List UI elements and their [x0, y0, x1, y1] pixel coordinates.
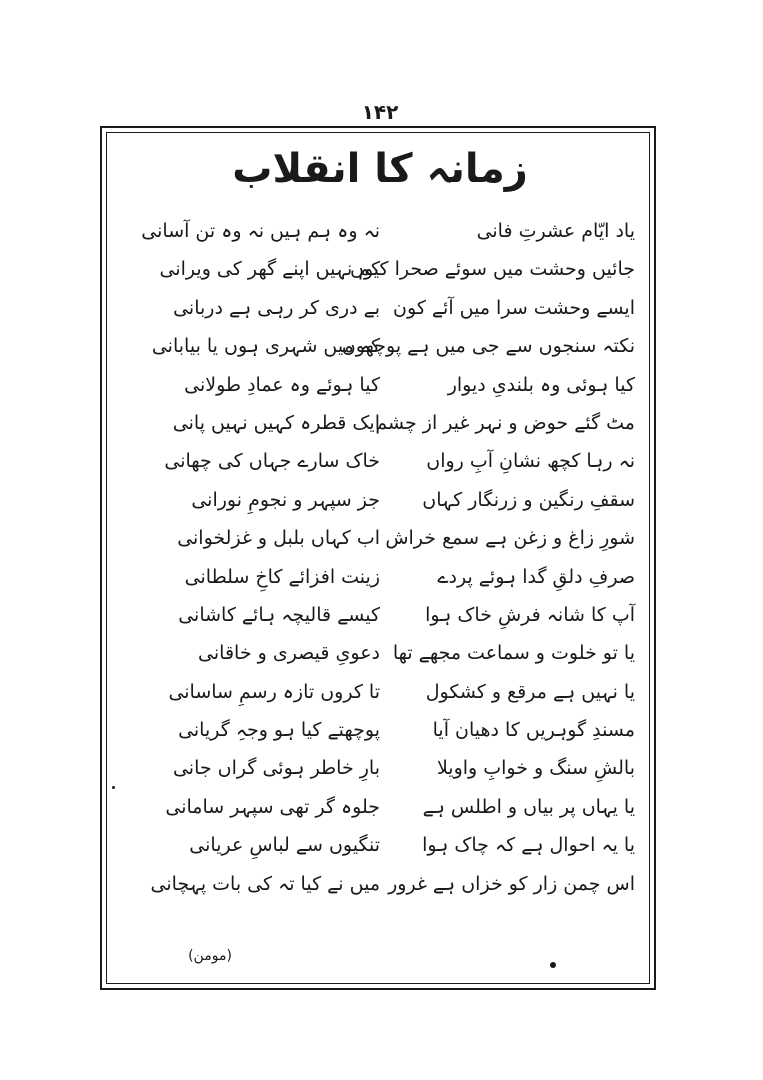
- poem-line: ایسے وحشت سرا میں آئے کون: [393, 296, 635, 319]
- poem-line: نہ وہ ہم ہیں نہ وہ تن آسانی: [141, 220, 380, 242]
- poem-line: تا کروں تازہ رسمِ ساسانی: [168, 680, 380, 703]
- poem-line: صرفِ دلقِ گدا ہوئے پردے: [437, 565, 635, 588]
- poem-line: میں نے کیا تہ کی بات پہچانی: [150, 872, 380, 895]
- poem-line: آپ کا شانہ فرشِ خاک ہوا: [425, 603, 635, 626]
- right-column: [341, 212, 635, 903]
- poem-line: بارِ خاطر ہوئی گراں جانی: [172, 757, 380, 780]
- author-attribution: (مومن): [188, 948, 232, 964]
- poem-line: مسندِ گوہریں کا دھیان آیا: [432, 719, 635, 742]
- poem-line: یا تو خلوت و سماعت مجھے تھا: [392, 642, 635, 665]
- poem-line: مٹ گئے حوض و نہر غیر از چشم: [375, 411, 635, 434]
- poem-line: یا یہ احوال ہے کہ چاک ہوا: [422, 834, 635, 857]
- poem-line: پوچھتے کیا ہو وجہِ گریانی: [178, 719, 380, 742]
- poem-title: زمانہ کا انقلاب: [232, 146, 528, 192]
- left-column: [140, 212, 380, 903]
- page-number: ۱۴۲: [361, 100, 399, 124]
- print-mark: [550, 962, 556, 968]
- poem-line: جلوہ گر تھی سپہر سامانی: [165, 795, 380, 818]
- poem-line: کہ میں شہری ہوں یا بیابانی: [151, 335, 380, 358]
- poem-line: سقفِ رنگین و زرنگار کہاں: [422, 488, 635, 511]
- poem-line: ایک قطرہ کہیں نہیں پانی: [172, 411, 380, 434]
- poem-line: خاک سارے جہاں کی چھانی: [164, 450, 380, 473]
- poem-line: یاد ایّام عشرتِ فانی: [476, 220, 635, 242]
- poem-line: بالشِ سنگ و خوابِ واویلا: [436, 757, 635, 780]
- poem-line: کیسے قالیچہ ہائے کاشانی: [178, 603, 380, 626]
- poem-line: بے دری کر رہی ہے دربانی: [173, 296, 380, 319]
- poem-line: جائیں وحشت میں سوئے صحرا کیوں: [350, 258, 635, 281]
- poem-line: دعویِ قیصری و خاقانی: [198, 642, 380, 665]
- poem-line: کم نہیں اپنے گھر کی ویرانی: [159, 258, 380, 281]
- poem-line: یا یہاں پر بیاں و اطلس ہے: [422, 795, 635, 818]
- poem-line: جز سپہر و نجومِ نورانی: [191, 488, 380, 511]
- poem-line: نکتہ سنجوں سے جی میں ہے پوچھوں: [341, 335, 635, 358]
- poem-line: اس چمن زار کو خزاں ہے غرور: [388, 872, 635, 895]
- poem-line: تنگیوں سے لباسِ عریانی: [189, 834, 380, 857]
- poem-line: اب کہاں بلبل و غزلخوانی: [177, 527, 380, 550]
- poem-line: کیا ہوئے وہ عمادِ طولانی: [184, 373, 380, 396]
- poem-line: نہ رہا کچھ نشانِ آبِ رواں: [426, 450, 635, 473]
- poem-line: یا نہیں ہے مرقع و کشکول: [425, 680, 635, 703]
- poem-line: کیا ہوئی وہ بلندیِ دیوار: [447, 373, 635, 396]
- poem-line: شورِ زاغ و زغن ہے سمع خراش: [385, 527, 635, 550]
- print-speck: [112, 786, 115, 789]
- poem-line: زینت افزائے کاخِ سلطانی: [184, 565, 380, 588]
